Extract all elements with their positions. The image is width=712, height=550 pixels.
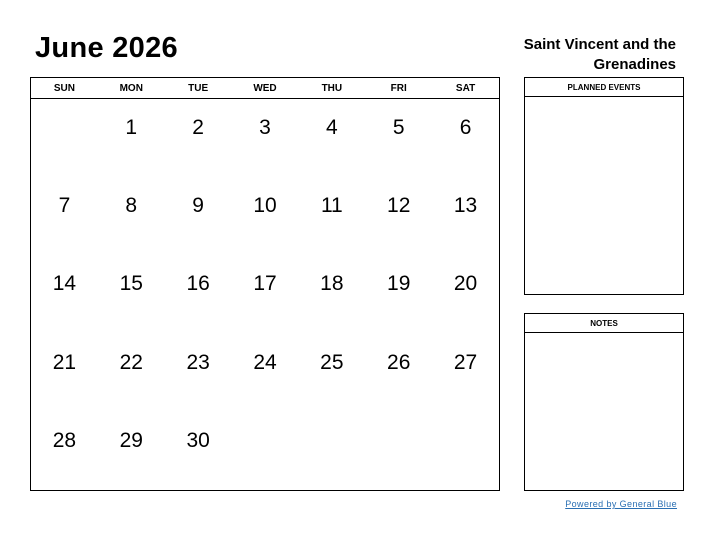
day-cell: [365, 412, 432, 490]
weekday-sat: SAT: [455, 83, 476, 94]
day-cell: 6: [459, 116, 472, 139]
page-title: June 2026: [35, 32, 178, 64]
weekday-sun: SUN: [53, 83, 75, 94]
weekday-tue: TUE: [188, 83, 209, 94]
weekday-mon: MON: [119, 83, 143, 94]
day-cell: 8: [125, 194, 138, 218]
day-cell: 26: [387, 350, 411, 374]
day-cell: [298, 412, 365, 490]
day-cell: 4: [326, 116, 338, 139]
day-cell: 28: [52, 428, 77, 452]
day-cell: 9: [192, 194, 204, 218]
day-cell: 24: [253, 350, 277, 374]
day-cell: 16: [186, 272, 210, 296]
day-cell: 11: [320, 194, 343, 218]
planned-events-panel: [524, 77, 684, 295]
weekday-fri: FRI: [390, 83, 407, 94]
day-cell: 13: [453, 194, 478, 218]
day-cell: [232, 412, 299, 490]
powered-by-link[interactable]: Powered by General Blue: [565, 499, 677, 509]
day-cell: [432, 412, 499, 490]
country-name: Saint Vincent and the Grenadines: [523, 36, 676, 73]
planned-events-heading: PLANNED EVENTS: [525, 78, 683, 97]
day-cell: 5: [392, 116, 405, 139]
day-cell: 17: [253, 272, 277, 296]
day-cell: 27: [453, 350, 478, 374]
weeks-grid: [31, 99, 499, 490]
day-cell: 3: [259, 116, 271, 139]
day-cell: [31, 99, 98, 177]
day-cell: 19: [387, 272, 411, 296]
day-cell: 25: [320, 350, 344, 374]
notes-panel: [524, 313, 684, 491]
weekday-thu: THU: [321, 83, 343, 94]
weekday-wed: WED: [253, 83, 277, 94]
day-cell: 2: [192, 116, 204, 139]
day-cell: 7: [58, 194, 71, 218]
day-cell: 1: [125, 116, 138, 139]
notes-heading: NOTES: [525, 314, 683, 333]
day-cell: 10: [253, 194, 277, 218]
day-cell: 23: [186, 350, 210, 374]
day-cell: 21: [52, 350, 77, 374]
day-cell: 30: [186, 428, 210, 452]
weekday-header-row: [31, 78, 499, 99]
day-cell: 15: [119, 272, 143, 296]
day-cell: 22: [119, 350, 143, 374]
day-cell: 29: [119, 428, 143, 452]
day-cell: 12: [387, 194, 411, 218]
day-cell: 14: [52, 272, 77, 296]
day-cell: 20: [453, 272, 478, 296]
day-cell: 18: [320, 272, 344, 296]
calendar-grid: [30, 77, 500, 491]
